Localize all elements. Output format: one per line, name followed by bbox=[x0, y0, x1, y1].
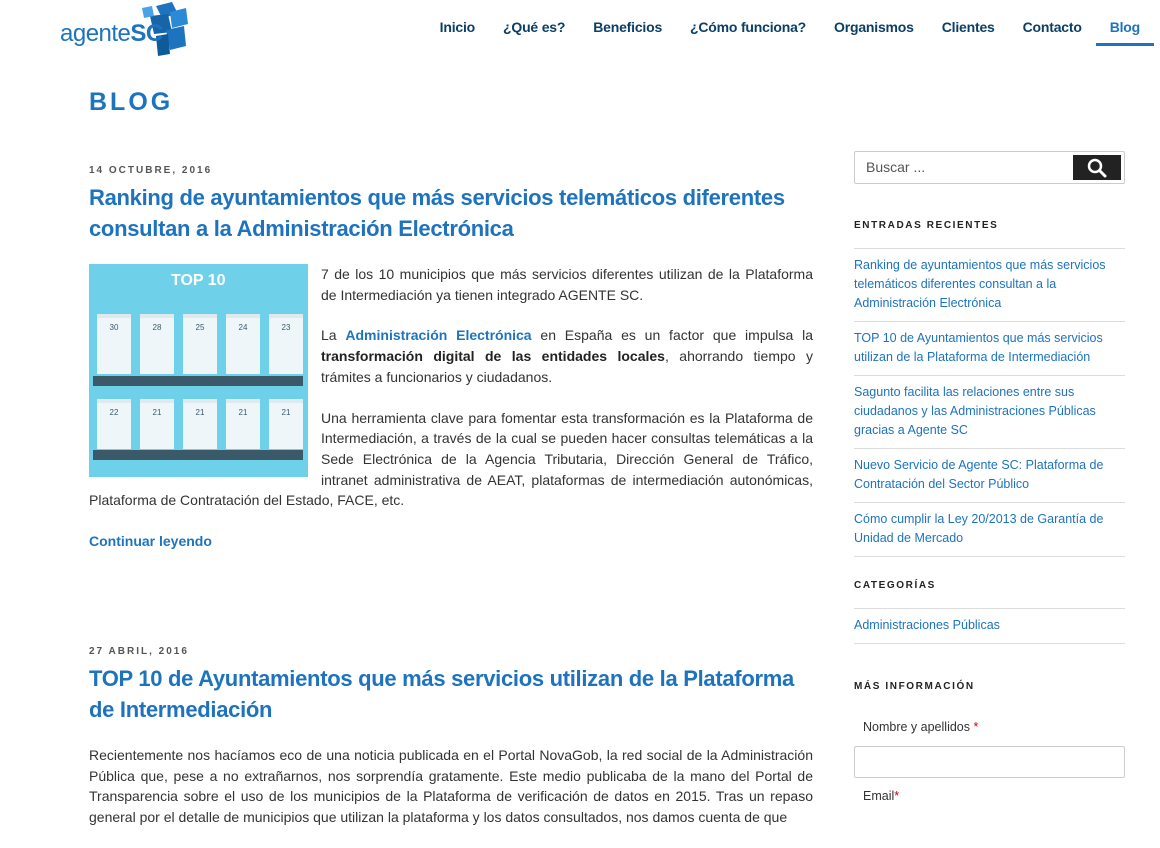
post-paragraph: La Administración Electrónica en España es un factor que impulsa la transformación digital de las entidades locales, ahorrando tiempo y trámites a funcionarios y ciudadanos. bbox=[321, 327, 813, 385]
categories-list bbox=[854, 608, 1125, 644]
search-input[interactable] bbox=[855, 152, 1065, 182]
recent-post-link[interactable]: TOP 10 de Ayuntamientos que más servicios utilizan de la Plataforma de Intermediación bbox=[854, 322, 1125, 376]
search-button[interactable] bbox=[1073, 155, 1121, 180]
building: 21 bbox=[183, 399, 217, 449]
name-field[interactable] bbox=[854, 746, 1125, 778]
nav-item-beneficios[interactable]: Beneficios bbox=[593, 19, 663, 35]
continue-reading-link[interactable]: Continuar leyendo bbox=[89, 533, 212, 550]
nav-item-inicio[interactable]: Inicio bbox=[439, 19, 476, 35]
post-paragraph: 7 de los 10 municipios que más servicios diferentes utilizan de la Plataforma de Intermediación ya tienen integrado AGENTE SC. bbox=[321, 266, 813, 303]
building: 21 bbox=[140, 399, 174, 449]
post-date: 27 ABRIL, 2016 bbox=[89, 646, 189, 657]
post-excerpt bbox=[89, 745, 813, 828]
recent-post-link[interactable]: Nuevo Servicio de Agente SC: Plataforma de Contratación del Sector Público bbox=[854, 449, 1125, 503]
recent-post-link[interactable]: Sagunto facilita las relaciones entre sus ciudadanos y las Administraciones Públicas gracias a Agente SC bbox=[854, 376, 1125, 449]
email-field-label: Email* bbox=[863, 789, 900, 803]
thumb-heading: TOP 10 bbox=[171, 272, 226, 289]
post-article bbox=[89, 646, 813, 848]
widget-title: MÁS INFORMACIÓN bbox=[854, 681, 975, 692]
search-form bbox=[854, 151, 1125, 184]
building: 30 bbox=[97, 314, 131, 374]
logo-wordmark: agenteSC bbox=[60, 20, 163, 47]
nav-item-clientes[interactable]: Clientes bbox=[941, 19, 995, 35]
name-field-label: Nombre y apellidos * bbox=[863, 720, 979, 734]
site-header bbox=[0, 0, 1160, 58]
building: 21 bbox=[226, 399, 260, 449]
building: 25 bbox=[183, 314, 217, 374]
post-date: 14 OCTUBRE, 2016 bbox=[89, 165, 213, 176]
thumb-row-1 bbox=[93, 376, 303, 386]
search-icon bbox=[1087, 158, 1107, 178]
nav-item-blog[interactable]: Blog bbox=[1096, 0, 1154, 46]
recent-post-link[interactable]: Cómo cumplir la Ley 20/2013 de Garantía de Unidad de Mercado bbox=[854, 503, 1125, 557]
building: 28 bbox=[140, 314, 174, 374]
recent-post-link[interactable]: Ranking de ayuntamientos que más servicios telemáticos diferentes consultan a la Administración Electrónica bbox=[854, 249, 1125, 322]
recent-posts-widget bbox=[854, 220, 1125, 557]
recent-posts-list bbox=[854, 248, 1125, 557]
post-title-link[interactable]: TOP 10 de Ayuntamientos que más servicios utilizan de la Plataforma de Intermediación bbox=[89, 666, 794, 722]
nav-item-como-funciona[interactable]: ¿Cómo funciona? bbox=[690, 19, 807, 35]
widget-title: ENTRADAS RECIENTES bbox=[854, 220, 999, 231]
post-paragraph: Una herramienta clave para fomentar esta transformación es la Plataforma de Intermediación, a través de la cual se pueden hacer consultas telemáticas a la Sede Electrónica de la Agencia Tributaria, Dirección General de Tráfico, intranet administrativa de AEAT, plataformas de intermediación autonómicas, Plataforma de Contratación del Estado, FACE, etc. bbox=[89, 409, 813, 509]
nav-item-contacto[interactable]: Contacto bbox=[1022, 19, 1082, 35]
building: 22 bbox=[97, 399, 131, 449]
category-link[interactable]: Administraciones Públicas bbox=[854, 609, 1125, 644]
post-paragraph: Recientemente nos hacíamos eco de una noticia publicada en el Portal NovaGob, la red social de la Administración Pública que, pese a no extrañarnos, nos sorprendía gratamente. Este medio publicaba de la mano del Portal de Transparencia sobre el uso de los municipios de la Plataforma de verificación de datos en 2015. Tras un repaso general por el detalle de municipios que utilizan la plataforma y los datos consultados, nos damos cuenta de que bbox=[89, 747, 813, 826]
thumb-buildings-row-2 bbox=[97, 399, 307, 449]
building: 23 bbox=[269, 314, 303, 374]
widget-title: CATEGORÍAS bbox=[854, 580, 936, 591]
post-title-link[interactable]: Ranking de ayuntamientos que más servicios telemáticos diferentes consultan a la Administración Electrónica bbox=[89, 185, 785, 241]
post-article bbox=[89, 165, 813, 552]
categories-widget bbox=[854, 580, 1125, 644]
thumb-buildings-row-1 bbox=[97, 314, 307, 374]
building: 21 bbox=[269, 399, 303, 449]
main-nav bbox=[426, 0, 1160, 52]
post-excerpt bbox=[89, 264, 813, 552]
post-thumbnail-infographic[interactable] bbox=[89, 264, 308, 477]
site-logo[interactable] bbox=[58, 2, 193, 58]
thumb-row-2 bbox=[93, 450, 303, 460]
page-title: BLOG bbox=[89, 88, 174, 116]
nav-item-organismos[interactable]: Organismos bbox=[834, 19, 914, 35]
more-info-widget bbox=[854, 681, 1125, 803]
nav-item-que-es[interactable]: ¿Qué es? bbox=[503, 19, 566, 35]
building: 24 bbox=[226, 314, 260, 374]
admin-electronica-link[interactable]: Administración Electrónica bbox=[345, 327, 532, 344]
